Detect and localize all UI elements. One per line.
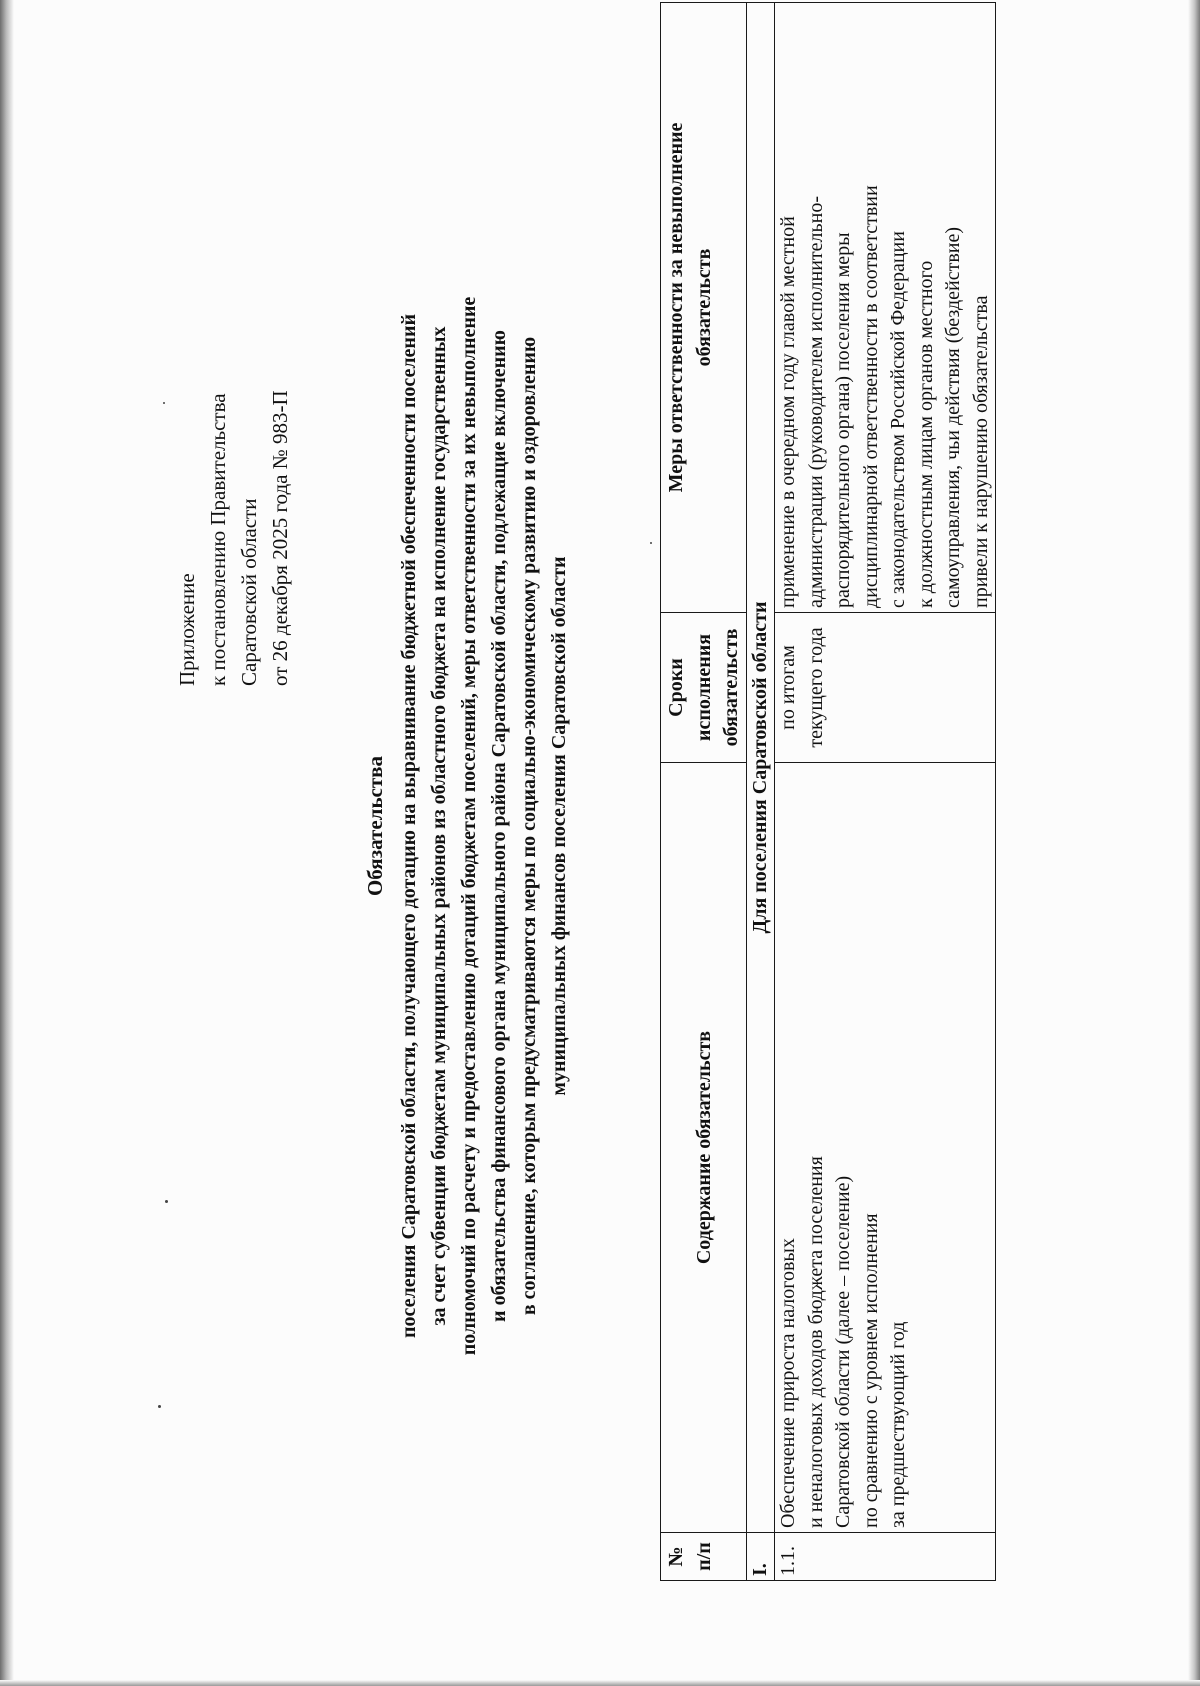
approval-line: к постановлению Правительства bbox=[206, 393, 230, 686]
section-title: Для поселения Саратовской области bbox=[746, 3, 775, 1533]
row-measures-line: распорядительного органа) поселения меры bbox=[832, 232, 854, 608]
row-content-line: Обеспечение прироста налоговых bbox=[777, 1238, 799, 1528]
header-text: п/п bbox=[692, 1542, 715, 1571]
section-number: I. bbox=[746, 1533, 775, 1581]
heading-line: муниципальных финансов поселения Саратовской области bbox=[548, 556, 570, 1096]
header-measures bbox=[661, 3, 747, 613]
row-number: 1.1. bbox=[775, 1533, 996, 1581]
heading-line: за счет субвенции бюджетам муниципальных районов из областного бюджета на исполнение государственных bbox=[428, 326, 450, 1326]
row-measures-line: дисциплинарной ответственности в соответствии bbox=[859, 185, 882, 608]
row-content-line: и неналоговых доходов бюджета поселения bbox=[804, 1156, 827, 1528]
header-text: Сроки bbox=[665, 658, 687, 717]
header-deadline bbox=[661, 613, 747, 763]
approval-block bbox=[172, 390, 296, 686]
row-measures-line: администрации (руководителем исполнительно- bbox=[804, 196, 827, 608]
heading-line: полномочий по расчету и предоставлению дотаций бюджетам поселений, меры ответственности за их невыполнение bbox=[458, 296, 480, 1356]
row-deadline-line: текущего года bbox=[804, 627, 827, 748]
header-content bbox=[661, 763, 747, 1533]
heading-line: и обязательства финансового органа муниципального района Саратовской области, подлежащие включению bbox=[488, 330, 510, 1322]
row-measures-line: применение в очередном году главой местной bbox=[777, 216, 799, 608]
approval-line: Саратовской области bbox=[237, 498, 261, 686]
header-number bbox=[661, 1533, 747, 1581]
row-deadline bbox=[775, 613, 996, 763]
row-content-line: Саратовской области (далее – поселение) bbox=[832, 1175, 854, 1528]
row-measures-line: с законодательством Российской Федерации bbox=[887, 231, 909, 608]
row-measures-line: к должностным лицам органов местного bbox=[914, 260, 937, 608]
section-row bbox=[746, 3, 775, 1581]
header-text: обязательств bbox=[720, 628, 742, 747]
approval-line: от 26 декабря 2025 года № 983-П bbox=[268, 390, 292, 686]
table-row bbox=[775, 3, 996, 1581]
header-text: исполнения bbox=[692, 633, 715, 742]
row-measures-line: самоуправления, чьи действия (бездействие) bbox=[942, 226, 964, 608]
header-text: обязательств bbox=[692, 248, 715, 367]
row-measures-line: привели к нарушению обязательства bbox=[969, 295, 992, 608]
heading-line: в соглашение, которым предусматриваются меры по социально-экономическому развитию и оздоровлению bbox=[518, 336, 540, 1316]
row-content-line: по сравнению с уровнем исполнения bbox=[859, 1213, 882, 1528]
header-text: № bbox=[665, 1546, 687, 1567]
row-content bbox=[775, 763, 996, 1533]
row-measures bbox=[775, 3, 996, 613]
table-header-row bbox=[661, 3, 747, 1581]
row-deadline-line: по итогам bbox=[777, 645, 799, 730]
header-text: Меры ответственности за невыполнение bbox=[665, 122, 687, 493]
header-text: Содержание обязательств bbox=[693, 1030, 715, 1265]
approval-line: Приложение bbox=[175, 573, 199, 686]
row-content-line: за предшествующий год bbox=[887, 1321, 909, 1528]
obligations-table bbox=[660, 2, 996, 1581]
heading-line: поселения Саратовской области, получающего дотацию на выравнивание бюджетной обеспеченности поселений bbox=[398, 313, 420, 1339]
document-title: Обязательства bbox=[363, 755, 387, 897]
